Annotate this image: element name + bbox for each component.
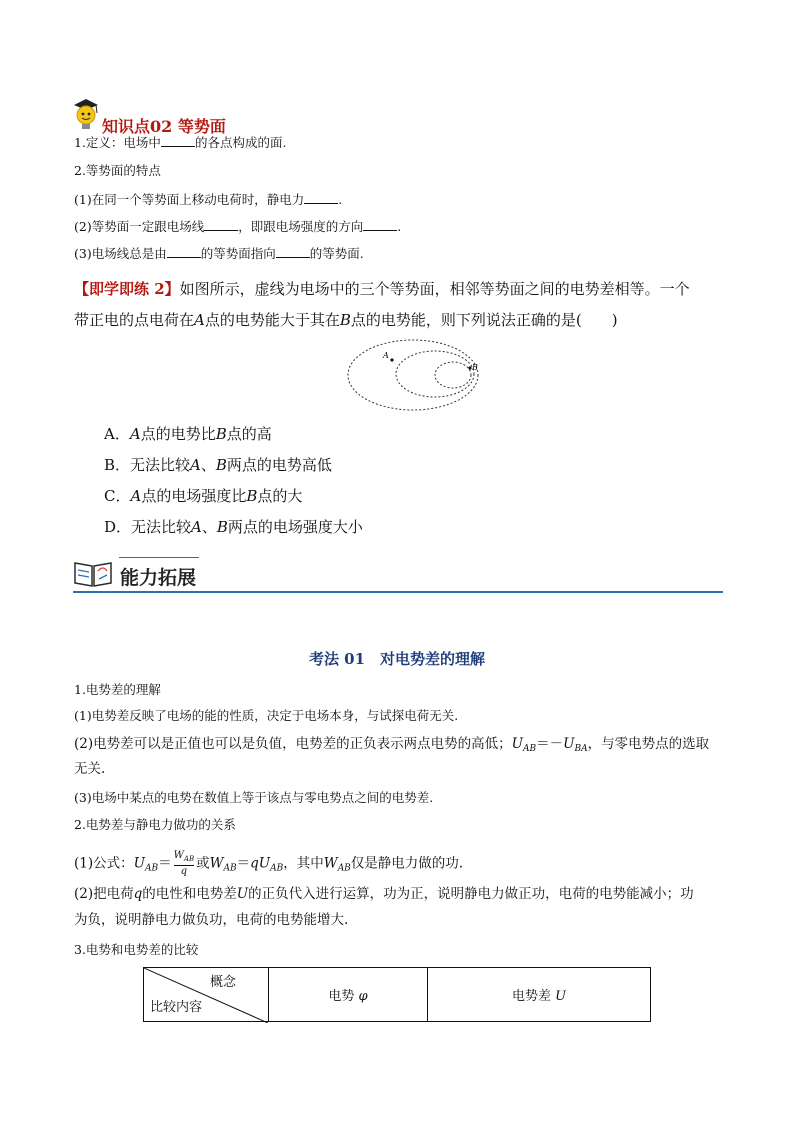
point-a-dot (390, 358, 393, 361)
definition-line: 1.定义：电场中 的各点构成的面. (74, 135, 287, 150)
point-b-label: B (472, 363, 478, 372)
p1-item-2-cont: 无关. (74, 761, 106, 777)
table-header-potential-difference: 电势差 U (428, 968, 651, 1022)
heading-accent-line (119, 557, 199, 558)
ability-heading: 能力拓展 (120, 567, 197, 589)
equipotential-diagram (340, 338, 490, 414)
p2-item-2-cont: 为负，说明静电力做负功，电荷的电势能增大. (74, 912, 349, 928)
exercise-label: 【即学即练 2】 (74, 280, 180, 298)
p2-item-2: (2)把电荷q的电性和电势差U的正负代入进行运算，功为正，说明静电力做正功，电荷的电势能减小；功 (74, 886, 694, 902)
p1-item-2: (2)电势差可以是正值也可以是负值，电势差的正负表示两点电势的高低；$U_{AB}=-U_{BA}$，与零电势点的选取 (74, 736, 710, 754)
option-c: C．A点的电场强度比B点的大 (104, 487, 303, 505)
p1-item-3: (3)电场中某点的电势在数值上等于该点与零电势点之间的电势差. (74, 790, 434, 805)
corner-top-label: 概念 (209, 975, 236, 990)
p1-title: 1.电势差的理解 (74, 682, 161, 697)
p1-item-1: (1)电势差反映了电场的能的性质，决定于电场本身，与试探电荷无关. (74, 708, 459, 723)
comparison-table (143, 967, 651, 1022)
table-header-potential: 电势 φ (269, 968, 428, 1022)
outer-equipotential (348, 340, 478, 410)
open-book-icon (72, 557, 114, 589)
point-a-label: A (383, 351, 389, 360)
p2-item-1-formula: (1)公式：$U_{AB}=$ $W_{AB}$ q 或$W_{AB}=qU_{AB}$，其中$W_{AB}$仅是静电力做的功. (74, 850, 464, 877)
feature-2: (2)等势面一定跟电场线 ，即跟电场强度的方向 . (74, 219, 402, 234)
corner-bottom-label: 比较内容 (150, 1000, 203, 1015)
features-heading: 2.等势面的特点 (74, 163, 161, 178)
option-b: B．无法比较A、B两点的电势高低 (104, 456, 332, 474)
p3-title: 3.电势和电势差的比较 (74, 942, 199, 957)
fraction: $W_{AB}$ q (173, 850, 195, 877)
feature-3: (3)电场线总是由 的等势面指向 的等势面. (74, 246, 364, 261)
p2-title: 2.电势差与静电力做功的关系 (74, 817, 236, 832)
method-title: 考法 01 对电势差的理解 (308, 650, 486, 668)
section-title: 知识点02 等势面 (102, 117, 226, 136)
exercise-line-2: 带正电的点电荷在A点的电势能大于其在B点的电势能，则下列说法正确的是( ) (74, 311, 618, 329)
table-corner-cell (144, 968, 269, 1022)
feature-1: (1)在同一个等势面上移动电荷时，静电力 . (74, 192, 343, 207)
exercise-line-1: 【即学即练 2】如图所示，虚线为电场中的三个等势面，相邻等势面之间的电势差相等。一个 (74, 280, 690, 298)
inner-equipotential (435, 362, 471, 388)
option-a: A．A点的电势比B点的高 (104, 425, 272, 443)
option-d: D．无法比较A、B两点的电场强度大小 (104, 518, 363, 536)
heading-divider (73, 591, 723, 593)
lightbulb-graduate-icon (70, 96, 104, 132)
